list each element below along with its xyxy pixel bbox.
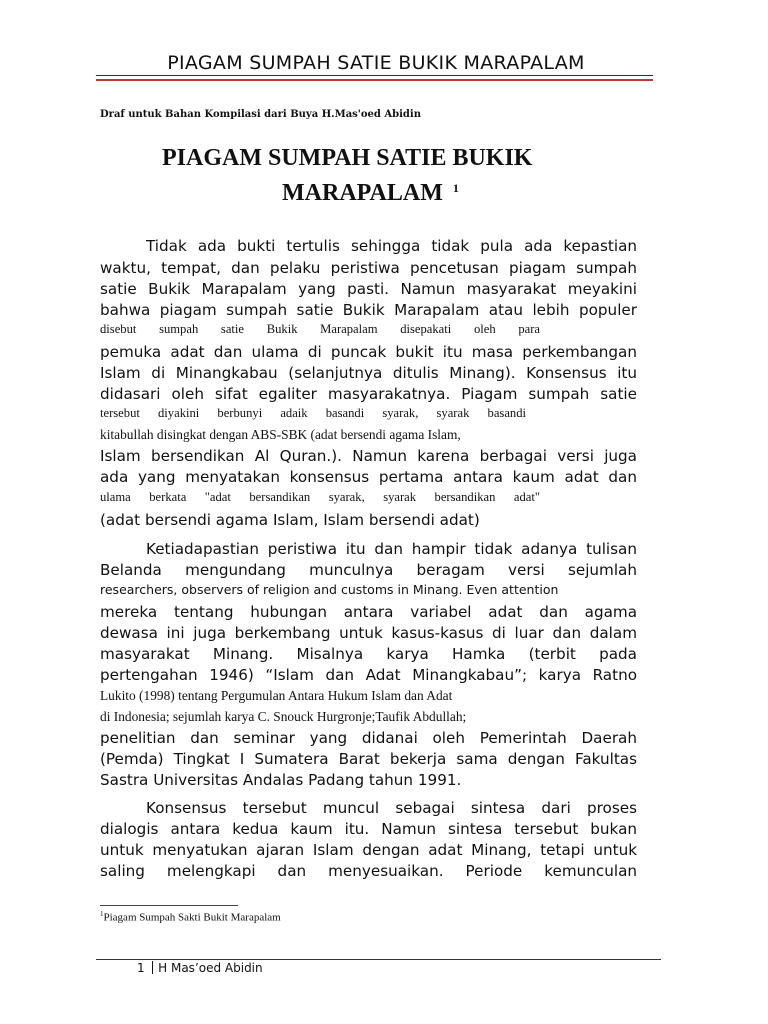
body-line: Ketiadapastian peristiwa itu dan hampir tidak adanya tulisan: [146, 540, 637, 558]
body-line: dewasa ini juga berkembang untuk kasus-kasus di luar dan dalam: [100, 624, 637, 642]
body-line: researchers, observers of religion and customs in Minang. Even attention: [100, 582, 559, 597]
body-line: masyarakat Minang. Misalnya karya Hamka (terbit pada: [100, 645, 637, 663]
running-header-title: PIAGAM SUMPAH SATIE BUKIK MARAPALAM: [167, 52, 585, 74]
footer-author: H Mas’oed Abidin: [158, 961, 263, 975]
body-line: Islam bersendikan Al Quran.). Namun karena berbagai versi juga: [100, 447, 637, 465]
body-line: satie Bukik Marapalam yang pasti. Namun masyarakat meyakini: [100, 280, 637, 298]
body-line: ulama berkata "adat bersandikan syarak, syarak bersandikan adat": [100, 490, 540, 504]
body-line: kitabullah disingkat dengan ABS-SBK (adat bersendi agama Islam,: [100, 427, 461, 442]
document-title: [150, 143, 590, 208]
footnote-text: Piagam Sumpah Sakti Bukit Marapalam: [103, 911, 281, 924]
footer-rule: [96, 959, 661, 960]
body-line: Lukito (1998) tentang Pergumulan Antara Hukum Islam dan Adat: [100, 688, 453, 703]
header-rule-thick: [96, 79, 653, 81]
body-line: Islam di Minangkabau (selanjutnya ditulis Minang). Konsensus itu: [100, 364, 637, 382]
body-line: tersebut diyakini berbunyi adaik basandi syarak, syarak basandi: [100, 406, 526, 420]
document-title-line-1: PIAGAM SUMPAH SATIE BUKIK: [162, 145, 533, 171]
draft-note: Draf untuk Bahan Kompilasi dari Buya H.Mas'oed Abidin: [100, 109, 421, 120]
body-line: penelitian dan seminar yang didanai oleh Pemerintah Daerah: [100, 729, 637, 747]
body-line: mereka tentang hubungan antara variabel adat dan agama: [100, 603, 637, 621]
body-line: Belanda mengundang munculnya beragam versi sejumlah: [100, 561, 637, 579]
body-line: pertengahan 1946) “Islam dan Adat Minangkabau”; karya Ratno: [100, 666, 637, 684]
page-number: 1: [137, 961, 145, 975]
body-line: bahwa piagam sumpah satie Bukik Marapalam atau lebih populer: [100, 301, 637, 319]
body-line: Tidak ada bukti tertulis sehingga tidak pula ada kepastian: [146, 237, 637, 255]
document-title-line-2-text: MARAPALAM: [282, 180, 443, 206]
body-line: dialogis antara kedua kaum itu. Namun sintesa tersebut bukan: [100, 820, 637, 838]
body-line: untuk menyatukan ajaran Islam dengan adat Minang, tetapi untuk: [100, 841, 637, 859]
footnote-number: 1: [100, 910, 104, 918]
body-line: disebut sumpah satie Bukik Marapalam disepakati oleh para: [100, 322, 540, 336]
body-line: Sastra Universitas Andalas Padang tahun 1991.: [100, 771, 462, 789]
footnote-separator: [100, 905, 238, 906]
body-line: didasari oleh sifat egaliter masyarakatnya. Piagam sumpah satie: [100, 385, 637, 403]
body-line: (adat bersendi agama Islam, Islam bersendi adat): [100, 511, 480, 529]
body-line: Konsensus tersebut muncul sebagai sintesa dari proses: [146, 799, 637, 817]
body-line: (Pemda) Tingkat I Sumatera Barat bekerja sama dengan Fakultas: [100, 750, 637, 768]
footer-separator: [152, 961, 154, 974]
header-rule-thin: [96, 75, 653, 76]
footnote-reference: 1: [452, 181, 459, 195]
body-line: saling melengkapi dan menyesuaikan. Periode kemunculan: [100, 862, 637, 880]
footnote: [100, 910, 281, 924]
body-line: ada yang menyatakan konsensus pertama antara kaum adat dan: [100, 468, 637, 486]
document-title-line-2: [150, 173, 590, 208]
page-footer: [137, 961, 263, 975]
body-line: waktu, tempat, dan pelaku peristiwa pencetusan piagam sumpah: [100, 259, 637, 277]
body-line: di Indonesia; sejumlah karya C. Snouck Hurgronje;Taufik Abdullah;: [100, 709, 467, 724]
body-line: pemuka adat dan ulama di puncak bukit itu masa perkembangan: [100, 343, 637, 361]
